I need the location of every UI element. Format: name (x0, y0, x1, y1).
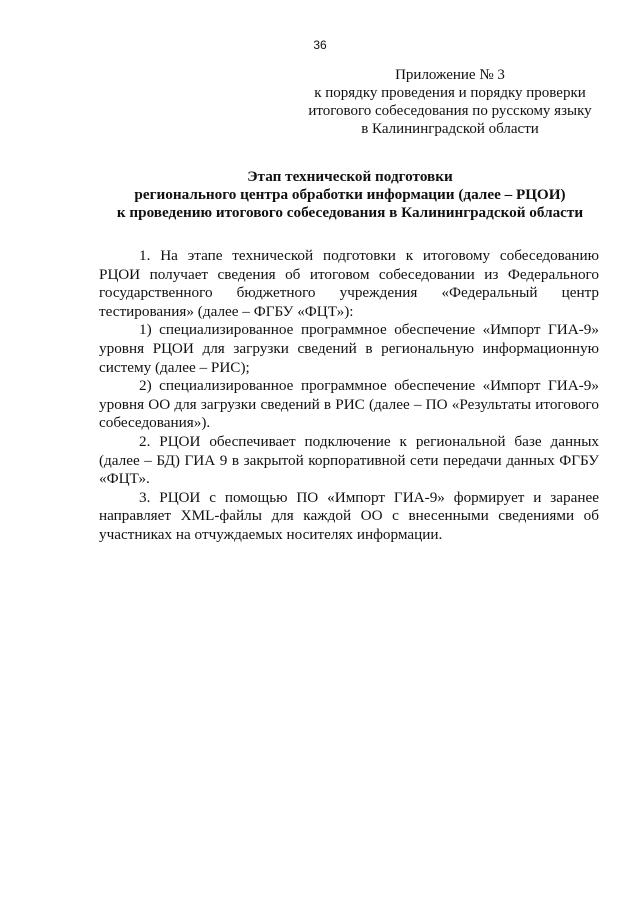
heading-line: регионального центра обработки информации (далее – РЦОИ) (134, 186, 566, 203)
paragraph-item-1-1: 1) специализированное программное обеспечение «Импорт ГИА-9» уровня РЦОИ для загрузки сведений в региональную информационную систему (далее – РИС); (99, 321, 599, 376)
paragraph-item-2: 2. РЦОИ обеспечивает подключение к региональной базе данных (далее – БД) ГИА 9 в закрытой корпоративной сети передачи данных ФГБУ «ФЦТ». (99, 432, 599, 488)
page-number: 36 (313, 38, 327, 52)
heading-line: к проведению итогового собеседования в Калининградской области (116, 204, 584, 221)
appendix-line: итогового собеседования по русскому языку (308, 103, 592, 119)
appendix-line: в Калининградской области (361, 121, 539, 137)
heading-line: Этап технической подготовки (247, 168, 453, 185)
paragraph-item-3: 3. РЦОИ с помощью ПО «Импорт ГИА-9» формирует и заранее направляет XML-файлы для каждой ОО с внесенными сведениями об участниках на отчуждаемых носителях информации. (99, 488, 599, 543)
appendix-line: к порядку проведения и порядку проверки (314, 85, 586, 101)
paragraph-item-1-2: 2) специализированное программное обеспечение «Импорт ГИА-9» уровня ОО для загрузки сведений в РИС (далее – ПО «Результаты итогового собеседования»). (99, 377, 599, 432)
paragraph-item-1: 1. На этапе технической подготовки к итоговому собеседованию РЦОИ получает сведения об итоговом собеседовании из Федерального государственного бюджетного учреждения «Федеральный центр тестирования» (далее – ФГБУ «ФЦТ»): (99, 247, 599, 320)
document-heading (60, 168, 640, 222)
document-body (99, 247, 599, 545)
appendix-block (300, 66, 600, 138)
appendix-title: Приложение № 3 (395, 67, 505, 83)
